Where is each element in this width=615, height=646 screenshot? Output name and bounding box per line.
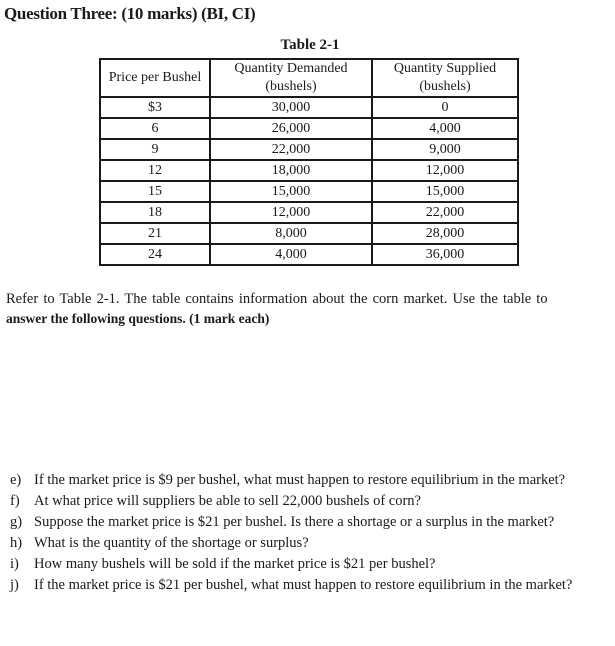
demanded-cell: 12,000 (210, 202, 372, 223)
supplied-cell: 4,000 (372, 118, 518, 139)
demanded-header-line2: (bushels) (265, 79, 317, 94)
supply-demand-table (99, 58, 519, 266)
question-item (10, 470, 608, 491)
supplied-cell: 22,000 (372, 202, 518, 223)
instruction-text: answer the following questions. (1 mark each) (6, 311, 270, 326)
question-heading: Question Three: (10 marks) (BI, CI) (4, 4, 256, 23)
table-row (100, 97, 518, 118)
question-text: If the market price is $21 per bushel, what must happen to restore equilibrium in the market? (34, 577, 573, 593)
question-item (10, 554, 608, 575)
demanded-header (210, 59, 372, 97)
question-item (10, 512, 608, 533)
question-label: j) (10, 577, 19, 593)
supplied-cell: 12,000 (372, 160, 518, 181)
question-item (10, 533, 608, 554)
demanded-cell: 8,000 (210, 223, 372, 244)
demanded-cell: 15,000 (210, 181, 372, 202)
price-header: Price per Bushel (100, 59, 210, 97)
table-row (100, 202, 518, 223)
question-item (10, 491, 608, 512)
supplied-header-line1: Quantity Supplied (393, 61, 497, 76)
demanded-cell: 4,000 (210, 244, 372, 265)
supplied-cell: 9,000 (372, 139, 518, 160)
price-cell: 12 (100, 160, 210, 181)
question-text: If the market price is $9 per bushel, what must happen to restore equilibrium in the market? (34, 472, 566, 488)
question-text: What is the quantity of the shortage or surplus? (34, 535, 309, 551)
table-row (100, 139, 518, 160)
table-title: Table 2-1 (280, 37, 340, 53)
supplied-cell: 28,000 (372, 223, 518, 244)
question-list (10, 470, 608, 596)
table-row (100, 118, 518, 139)
demanded-cell: 30,000 (210, 97, 372, 118)
supplied-cell: 36,000 (372, 244, 518, 265)
question-text: Suppose the market price is $21 per bushel. Is there a shortage or a surplus in the market? (34, 514, 555, 530)
supplied-cell: 15,000 (372, 181, 518, 202)
table-row (100, 181, 518, 202)
question-label: e) (10, 472, 22, 488)
question-label: h) (10, 535, 23, 551)
price-cell: 21 (100, 223, 210, 244)
price-cell: 15 (100, 181, 210, 202)
table-row (100, 223, 518, 244)
price-cell: 18 (100, 202, 210, 223)
question-item (10, 575, 608, 596)
question-label: f) (10, 493, 20, 509)
supplied-header-line2: (bushels) (419, 79, 471, 94)
demanded-cell: 22,000 (210, 139, 372, 160)
instructions-paragraph (6, 290, 611, 328)
demanded-cell: 26,000 (210, 118, 372, 139)
demanded-cell: 18,000 (210, 160, 372, 181)
supplied-header (372, 59, 518, 97)
price-cell: $3 (100, 97, 210, 118)
question-label: i) (10, 556, 19, 572)
table-header-row (100, 59, 518, 97)
price-cell: 24 (100, 244, 210, 265)
question-text: How many bushels will be sold if the market price is $21 per bushel? (34, 556, 436, 572)
price-cell: 9 (100, 139, 210, 160)
table-row (100, 244, 518, 265)
price-cell: 6 (100, 118, 210, 139)
question-text: At what price will suppliers be able to sell 22,000 bushels of corn? (34, 493, 421, 509)
question-label: g) (10, 514, 23, 530)
intro-text: Refer to Table 2-1. The table contains information about the corn market. Use the table to (6, 291, 548, 307)
demanded-header-line1: Quantity Demanded (234, 61, 348, 76)
supplied-cell: 0 (372, 97, 518, 118)
table-row (100, 160, 518, 181)
